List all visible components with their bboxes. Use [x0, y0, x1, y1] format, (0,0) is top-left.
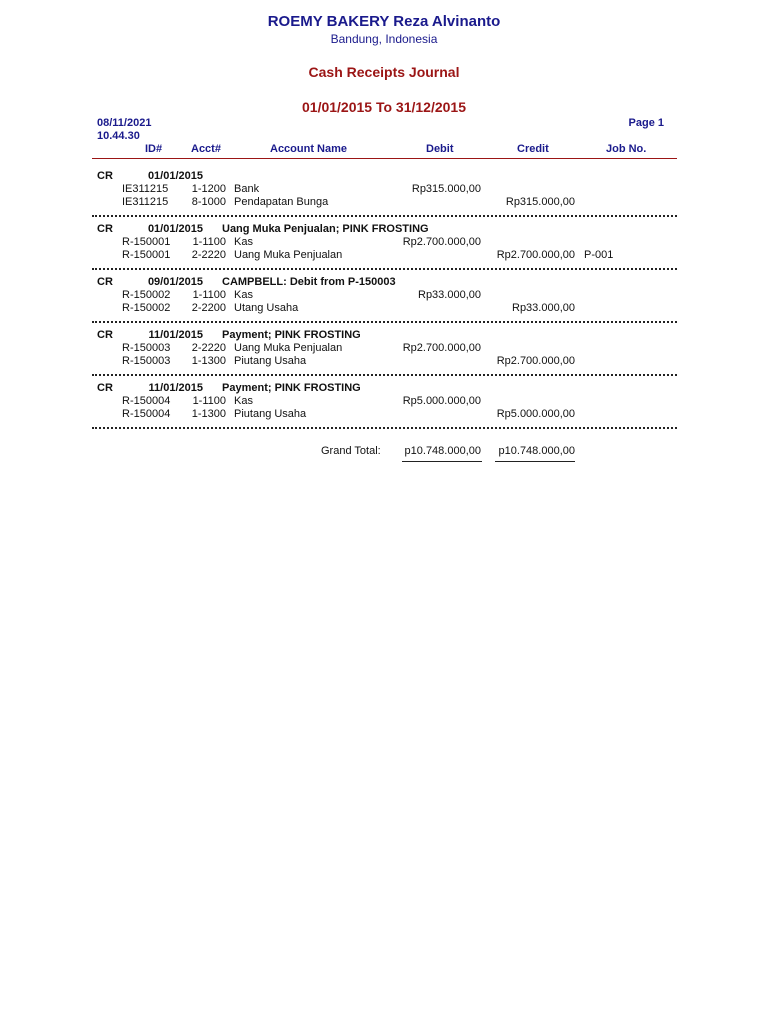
entry-type: CR — [97, 223, 113, 235]
line-debit: Rp33.000,00 — [418, 289, 481, 301]
line-account-name: Uang Muka Penjualan — [234, 249, 343, 261]
line-acct: 1-1100 — [192, 289, 226, 301]
line-account-name: Utang Usaha — [234, 302, 299, 314]
journal-entry — [0, 223, 768, 263]
line-account-name: Kas — [234, 289, 253, 301]
report-title: Cash Receipts Journal — [308, 64, 460, 80]
journal-entry — [0, 170, 768, 210]
company-name: ROEMY BAKERY Reza Alvinanto — [267, 13, 501, 30]
line-account-name: Piutang Usaha — [234, 408, 307, 420]
line-job: P-001 — [584, 249, 614, 261]
entry-date: 01/01/2015 — [147, 170, 203, 182]
print-time: 10.44.30 — [97, 130, 140, 142]
entry-date: 11/01/2015 — [148, 382, 203, 394]
line-acct: 1-1300 — [191, 355, 226, 367]
entry-date: 09/01/2015 — [147, 276, 203, 288]
line-acct: 2-2220 — [191, 249, 226, 261]
line-acct: 1-1100 — [192, 236, 226, 248]
line-id: R-150004 — [122, 395, 171, 407]
line-account-name: Bank — [234, 183, 260, 195]
entry-divider — [92, 427, 677, 429]
line-id: R-150001 — [122, 249, 171, 261]
grand-total-credit: p10.748.000,00 — [498, 445, 575, 457]
line-debit: Rp5.000.000,00 — [402, 395, 481, 407]
entry-date: 11/01/2015 — [148, 329, 203, 341]
entry-date: 01/01/2015 — [147, 223, 203, 235]
line-debit: Rp2.700.000,00 — [402, 236, 481, 248]
line-id: IE311215 — [122, 183, 169, 195]
company-location: Bandung, Indonesia — [330, 32, 438, 46]
line-acct: 1-1300 — [191, 408, 226, 420]
entry-memo: Payment; PINK FROSTING — [222, 329, 361, 341]
header-divider — [92, 158, 677, 159]
line-credit: Rp315.000,00 — [505, 196, 575, 208]
line-id: R-150003 — [122, 355, 171, 367]
line-acct: 2-2200 — [191, 302, 226, 314]
line-credit: Rp33.000,00 — [512, 302, 575, 314]
line-debit: Rp2.700.000,00 — [402, 342, 481, 354]
grand-total-label: Grand Total: — [321, 445, 381, 457]
line-credit: Rp2.700.000,00 — [496, 249, 575, 261]
line-account-name: Uang Muka Penjualan — [234, 342, 343, 354]
page-number: Page 1 — [628, 117, 664, 129]
column-header-account-name: Account Name — [270, 143, 348, 155]
entry-memo: Payment; PINK FROSTING — [222, 382, 361, 394]
line-account-name: Pendapatan Bunga — [234, 196, 329, 208]
line-acct: 1-1100 — [192, 395, 226, 407]
journal-entry — [0, 329, 768, 369]
line-id: R-150003 — [122, 342, 171, 354]
grand-total-debit: p10.748.000,00 — [404, 445, 481, 457]
column-header-job: Job No. — [606, 143, 647, 155]
journal-entry — [0, 276, 768, 316]
line-id: IE311215 — [122, 196, 169, 208]
report-date-range: 01/01/2015 To 31/12/2015 — [302, 99, 466, 115]
line-account-name: Piutang Usaha — [234, 355, 307, 367]
line-acct: 2-2220 — [191, 342, 226, 354]
line-acct: 8-1000 — [191, 196, 226, 208]
line-credit: Rp5.000.000,00 — [496, 408, 575, 420]
line-id: R-150004 — [122, 408, 171, 420]
line-id: R-150002 — [122, 302, 171, 314]
line-id: R-150002 — [122, 289, 171, 301]
line-account-name: Kas — [234, 236, 253, 248]
journal-entry — [0, 382, 768, 422]
column-header-credit: Credit — [517, 143, 549, 155]
entry-type: CR — [97, 276, 113, 288]
line-id: R-150001 — [122, 236, 171, 248]
entry-memo: Uang Muka Penjualan; PINK FROSTING — [222, 223, 429, 235]
entry-divider — [92, 268, 677, 270]
entry-type: CR — [97, 170, 113, 182]
entry-memo: CAMPBELL: Debit from P-150003 — [222, 276, 396, 288]
column-header-debit: Debit — [426, 143, 454, 155]
column-header-acct: Acct# — [191, 143, 221, 155]
grand-total-credit-underline — [495, 461, 575, 462]
column-header-id: ID# — [145, 143, 163, 155]
entry-type: CR — [97, 382, 113, 394]
line-debit: Rp315.000,00 — [411, 183, 481, 195]
entry-divider — [92, 215, 677, 217]
entry-type: CR — [97, 329, 113, 341]
line-acct: 1-1200 — [191, 183, 226, 195]
line-account-name: Kas — [234, 395, 253, 407]
grand-total-debit-underline — [402, 461, 482, 462]
line-credit: Rp2.700.000,00 — [496, 355, 575, 367]
print-date: 08/11/2021 — [97, 117, 152, 129]
entry-divider — [92, 374, 677, 376]
entry-divider — [92, 321, 677, 323]
